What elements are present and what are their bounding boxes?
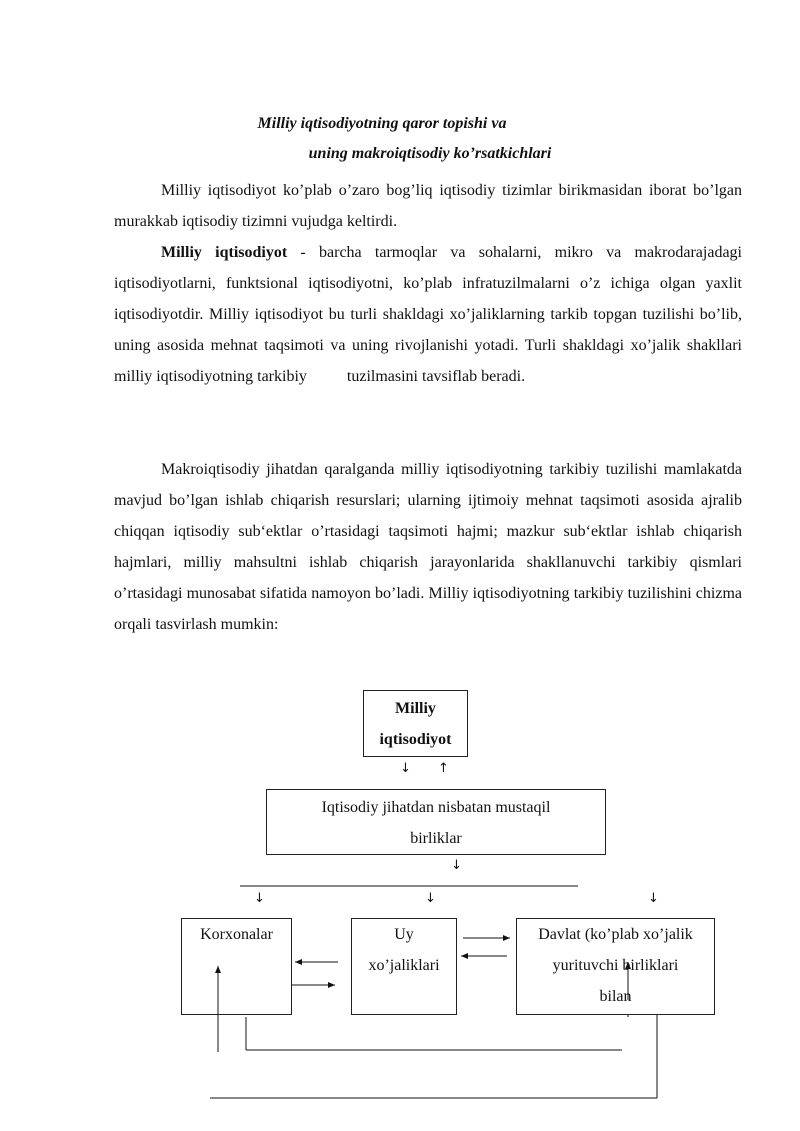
arrow-down-icon: ↓ bbox=[648, 891, 659, 906]
arrow-down-icon: ↓ bbox=[425, 891, 436, 906]
paragraph-intro: Milliy iqtisodiyot ko’plab o’zaro bog’liq iqtisodiy tizimlar birikmasidan iborat bo’lgan murakkab iqtisodiy tizimni vujudga keltirdi. bbox=[114, 182, 742, 230]
box-milliy-label-2: iqtisodiyot bbox=[379, 731, 452, 748]
arrow-down-icon: ↓ bbox=[400, 761, 411, 776]
box-iqt-label-2: birliklar bbox=[410, 830, 462, 847]
box-mustaqil-birliklar bbox=[266, 789, 606, 855]
box-uy-label-1: Uy bbox=[394, 926, 414, 943]
box-uy-label-2: xo’jaliklari bbox=[368, 957, 440, 974]
box-davlat bbox=[516, 918, 715, 1015]
box-iqt-label-1: Iqtisodiy jihatdan nisbatan mustaqil bbox=[321, 799, 551, 816]
box-korxonalar bbox=[181, 918, 292, 1015]
definition-text-c: tavsiflab beradi. bbox=[422, 368, 526, 385]
paragraph-macro: Makroiqtisodiy jihatdan qaralganda milliy iqtisodiyotning tarkibiy tuzilishi mamlakatda mavjud bo’lgan ishlab chiqarish resurslari; ularning ijtimoiy mehnat taqsimoti asosida ajralib chiqqan iqtisodiy sub‘ektlar o’rtasidagi taqsimoti hajmi; mazkur sub‘ektlar ishlab chiqarish hajmlari, milliy mahsultni ishlab chiqarish jarayonlarida shakllanuvchi tarkibiy qismlari o’rtasidagi munosabat sifatida namoyon bo’ladi. Milliy iqtisodiyotning tarkibiy tuzilishini chizma orqali tasvirlash mumkin: bbox=[114, 461, 742, 633]
document-title-line1: Milliy iqtisodiyotning qaror topishi va bbox=[257, 115, 507, 132]
arrow-down-icon: ↓ bbox=[451, 858, 462, 873]
arrow-up-icon: ↑ bbox=[438, 761, 449, 776]
box-davlat-label-3: bilan bbox=[599, 988, 632, 1005]
document-title-line2: uning makroiqtisodiy ko’rsatkichlari bbox=[308, 145, 552, 162]
box-davlat-label-2: yurituvchi birliklari bbox=[552, 957, 679, 974]
definition-text-b: tuzilmasini bbox=[346, 368, 418, 385]
definition-text: - barcha tarmoqlar va sohalarni, mikro va makrodarajadagi iqtisodiyotlarni, funktsional iqtisodiyotni, ko’plab infratuzilmalarni o’z ichiga olgan yaxlit iqtisodiyotdir. Milliy iqtisodiyot bu turli shakldagi xo’jaliklarning tarkib topgan tuzilishi bo’lib, uning asosida mehnat taqsimoti va uning rivojlanishi yotadi. Turli shakldagi xo’jalik shakllari milliy iqtisodiyotning tarkibiy bbox=[114, 244, 742, 385]
box-davlat-label-1: Davlat (ko’plab xo’jalik bbox=[538, 926, 693, 943]
box-uy-xojaliklari bbox=[351, 918, 457, 1015]
box-milliy-label-1: Milliy bbox=[395, 700, 436, 717]
box-milliy-iqtisodiyot bbox=[363, 690, 468, 757]
box-korxonalar-label: Korxonalar bbox=[200, 926, 273, 943]
arrow-down-icon: ↓ bbox=[254, 891, 265, 906]
definition-term: Milliy iqtisodiyot bbox=[161, 244, 288, 261]
